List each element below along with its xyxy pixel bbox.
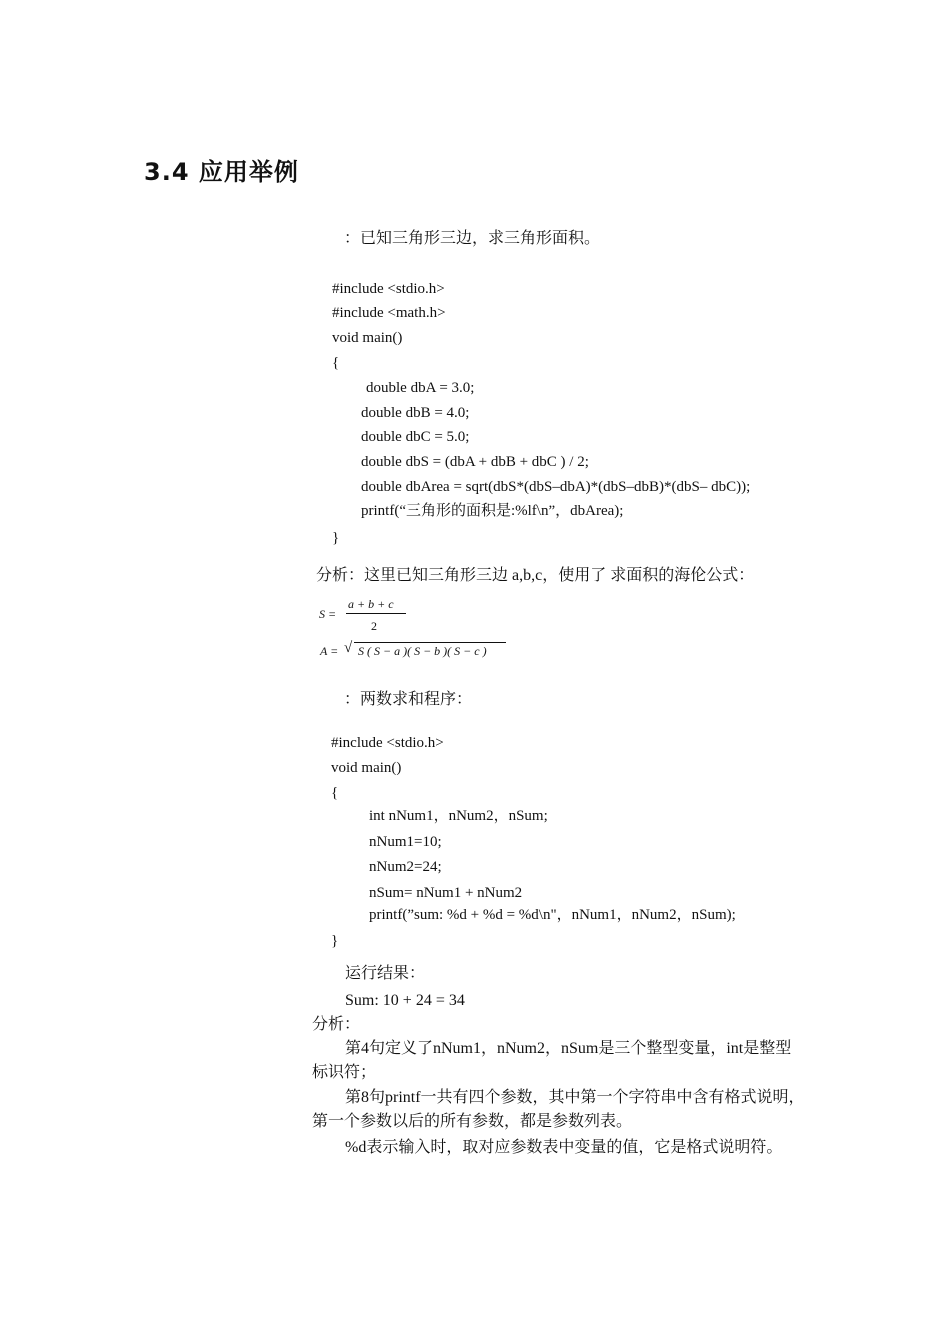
code1-line: #include <math.h> xyxy=(332,305,446,321)
analysis-line: %d表示输入时，取对应参数表中变量的值，它是格式说明符。 xyxy=(345,1139,783,1156)
sqrt-icon: √ xyxy=(344,640,353,656)
result-value: Sum: 10 + 24 = 34 xyxy=(345,992,465,1009)
code2-line: int nNum1，nNum2，nSum; xyxy=(369,808,548,824)
code1-line: double dbS = (dbA + dbB + dbC ) / 2; xyxy=(361,454,589,470)
result-label: 运行结果： xyxy=(345,965,426,982)
code2-line: } xyxy=(331,933,339,949)
example1-analysis: 分析：这里已知三角形三边 a,b,c，使用了 求面积的海伦公式： xyxy=(316,567,755,584)
code1-line: double dbA = 3.0; xyxy=(366,380,475,396)
code2-line: nNum1=10; xyxy=(369,834,442,850)
formula-s-lhs: S = xyxy=(319,607,337,621)
section-heading: 3.4 应用举例 xyxy=(144,158,299,186)
code2-line: { xyxy=(331,785,339,801)
code2-line: void main() xyxy=(331,760,402,776)
analysis-label: 分析： xyxy=(312,1016,361,1033)
code2-line: nNum2=24; xyxy=(369,859,442,875)
code1-line: double dbArea = sqrt(dbS*(dbS–dbA)*(dbS–dbB)*(dbS– dbC)); xyxy=(361,479,751,495)
code1-line: } xyxy=(332,530,340,546)
code1-line: { xyxy=(332,355,340,371)
sqrt-bar xyxy=(354,642,506,643)
code1-line: printf(“三角形的面积是:%lf\n”，dbArea); xyxy=(361,503,624,519)
code1-line: double dbC = 5.0; xyxy=(361,429,470,445)
code1-line: double dbB = 4.0; xyxy=(361,405,470,421)
code1-line: void main() xyxy=(332,330,403,346)
analysis-line: 标识符； xyxy=(312,1064,377,1081)
code2-line: printf(”sum: %d + %d = %d\n"，nNum1，nNum2，nSum); xyxy=(369,907,736,923)
formula-s-denominator: 2 xyxy=(371,619,377,633)
code1-line: #include <stdio.h> xyxy=(332,281,445,297)
code2-line: #include <stdio.h> xyxy=(331,735,444,751)
formula-s-numerator: a + b + c xyxy=(348,597,394,611)
formula-a-rhs: S ( S − a )( S − b )( S − c ) xyxy=(358,644,487,658)
analysis-line: 第4句定义了nNum1，nNum2，nSum是三个整型变量，int是整型 xyxy=(345,1040,792,1057)
formula-a-lhs: A = xyxy=(320,644,339,658)
code2-line: nSum= nNum1 + nNum2 xyxy=(369,885,523,901)
example1-prompt: ：已知三角形三边，求三角形面积。 xyxy=(344,230,601,247)
analysis-line: 第一个参数以后的所有参数，都是参数列表。 xyxy=(312,1113,633,1130)
fraction-bar xyxy=(346,613,406,614)
analysis-line: 第8句printf一共有四个参数，其中第一个字符串中含有格式说明， xyxy=(345,1089,805,1106)
example2-prompt: ：两数求和程序： xyxy=(344,691,473,708)
